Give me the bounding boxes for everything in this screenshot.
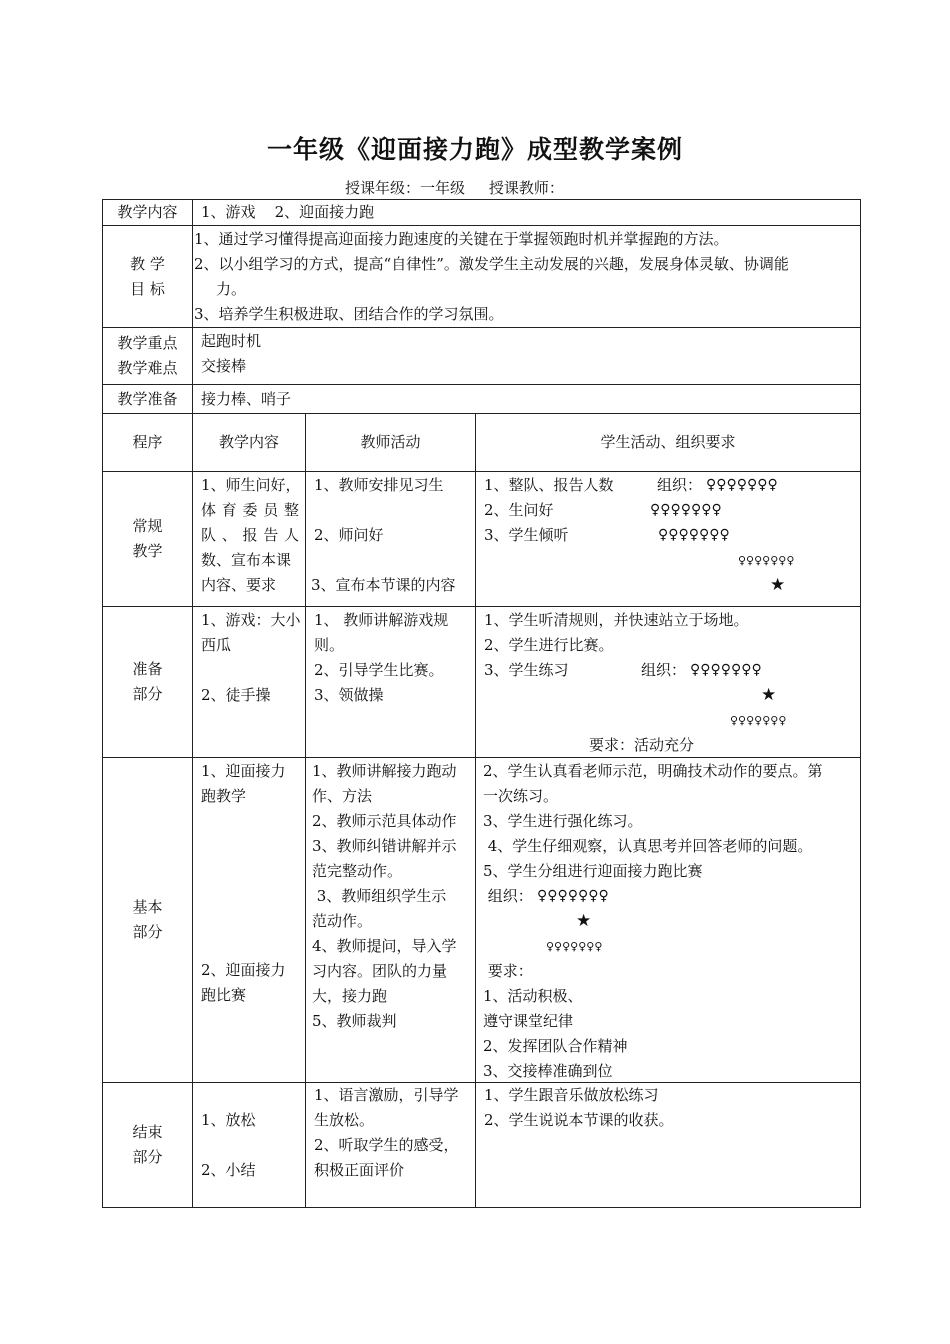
routine-content	[193, 472, 306, 607]
difficult-point: 交接棒	[201, 357, 247, 375]
basic-teacher-line: 5、教师裁判	[312, 1012, 397, 1030]
basic-formation-row-2: ♀♀♀♀♀♀♀	[546, 940, 603, 953]
ending-content-spacer	[201, 1133, 299, 1158]
label-goals-line2: 目 标	[130, 279, 165, 298]
warmup-requirement: 要求：活动充分	[589, 736, 695, 754]
label-goals	[103, 226, 193, 328]
basic-label-1: 基本	[132, 898, 163, 916]
basic-label	[103, 758, 193, 1083]
goal-3: 3、培养学生积极进取、团结合作的学习氛围。	[194, 305, 504, 323]
routine-teacher-line: 1、教师安排见习生	[314, 476, 444, 494]
ending-teacher-line: 1、语言激励，引导学	[314, 1086, 459, 1104]
routine-teacher-line: 3、宣布本节课的内容	[311, 576, 456, 594]
basic-org-label: 组织：	[483, 887, 533, 905]
warmup-content	[193, 607, 306, 758]
teacher-star-icon: ★	[761, 685, 777, 705]
routine-student-1: 1、整队、报告人数	[484, 476, 614, 494]
warmup-teacher-line: 2、引导学生比赛。	[314, 661, 444, 679]
basic-teacher-line: 1、教师讲解接力跑动	[312, 762, 457, 780]
warmup-label	[103, 607, 193, 758]
section-basic	[103, 758, 861, 1083]
label-goals-line1: 教 学	[130, 254, 165, 273]
value-content: 1、游戏 2、迎面接力跑	[193, 200, 861, 226]
ending-content-1: 1、放松	[201, 1110, 256, 1129]
basic-content-line: 1、迎面接力	[201, 762, 286, 780]
warmup-label-2: 部分	[132, 685, 163, 703]
ending-teacher-line: 积极正面评价	[314, 1161, 405, 1179]
header-procedure: 程序	[103, 414, 193, 472]
ending-teacher-line: 2、听取学生的感受，	[314, 1136, 459, 1154]
routine-teacher-line	[314, 548, 469, 573]
row-content	[103, 200, 861, 226]
routine-content-line: 体育委员整	[201, 501, 299, 519]
basic-req-4: 3、交接棒准确到位	[483, 1062, 613, 1080]
teacher-star-icon: ★	[770, 575, 786, 595]
basic-teacher	[306, 758, 476, 1083]
label-prep: 教学准备	[103, 385, 193, 414]
ending-label-2: 部分	[132, 1148, 163, 1166]
warmup-teacher-line: 3、领做操	[314, 686, 384, 704]
teacher-star-icon: ★	[576, 911, 592, 931]
document-subtitle: 授课年级：一年级 授课教师：	[345, 179, 564, 197]
basic-student-1b: 一次练习。	[483, 787, 559, 805]
ending-student-2: 2、学生说说本节课的收获。	[484, 1111, 674, 1129]
routine-formation-row-1: ♀♀♀♀♀♀♀	[706, 477, 778, 493]
key-point: 起跑时机	[201, 332, 262, 350]
warmup-org-label: 组织：	[641, 661, 687, 679]
section-warmup	[103, 607, 861, 758]
routine-content-line: 队、报告人	[201, 526, 299, 544]
routine-label-1: 常规	[132, 517, 163, 535]
routine-teacher	[306, 472, 476, 607]
warmup-student-3: 3、学生练习	[484, 661, 569, 679]
routine-teacher-line	[314, 498, 469, 523]
basic-teacher-line: 作、方法	[312, 787, 373, 805]
basic-label-2: 部分	[132, 923, 163, 941]
basic-student-4: 5、学生分组进行迎面接力跑比赛	[483, 862, 703, 880]
header-content: 教学内容	[193, 414, 306, 472]
basic-teacher-line: 习内容。团队的力量	[312, 962, 448, 980]
basic-req-label: 要求：	[483, 962, 533, 980]
section-routine	[103, 472, 861, 607]
ending-teacher-line: 生放松。	[314, 1111, 375, 1129]
value-prep: 接力棒、哨子	[193, 385, 861, 414]
ending-content	[193, 1083, 306, 1208]
row-prep	[103, 385, 861, 414]
goal-1: 1、通过学习懂得提高迎面接力跑速度的关键在于掌握领跑时机并掌握跑的方法。	[194, 230, 729, 248]
row-goals	[103, 226, 861, 328]
routine-formation-row-4: ♀♀♀♀♀♀♀	[738, 554, 795, 567]
routine-label	[103, 472, 193, 607]
routine-content-line: 数、宣布本课	[201, 551, 292, 569]
basic-teacher-line: 范完整动作。	[312, 862, 403, 880]
basic-teacher-line: 4、教师提问，导入学	[312, 937, 457, 955]
ending-content-2: 2、小结	[201, 1160, 256, 1179]
basic-content-line: 跑比赛	[201, 986, 247, 1004]
basic-teacher-line: 3、教师组织学生示	[312, 887, 447, 905]
warmup-teacher-line: 1、 教师讲解游戏规	[314, 611, 449, 629]
basic-req-3: 2、发挥团队合作精神	[483, 1037, 628, 1055]
value-key-points	[193, 328, 861, 385]
section-ending	[103, 1083, 861, 1208]
warmup-content-line: 2、徒手操	[201, 686, 271, 704]
routine-student-2: 2、生问好	[484, 501, 554, 519]
warmup-teacher-line: 则。	[314, 636, 345, 654]
basic-student-3: 4、学生仔细观察，认真思考并回答老师的问题。	[483, 837, 813, 855]
warmup-formation-row-1: ♀♀♀♀♀♀♀	[690, 662, 762, 678]
warmup-teacher	[306, 607, 476, 758]
basic-content	[193, 758, 306, 1083]
routine-content-line: 1、师生问好，	[201, 476, 301, 494]
header-teacher: 教师活动	[306, 414, 476, 472]
basic-content-line: 跑教学	[201, 787, 247, 805]
ending-student	[476, 1083, 861, 1208]
routine-formation-row-3: ♀♀♀♀♀♀♀	[658, 527, 730, 543]
routine-formation-row-2: ♀♀♀♀♀♀♀	[650, 502, 722, 518]
basic-teacher-line: 大，接力跑	[312, 987, 388, 1005]
header-student: 学生活动、组织要求	[476, 414, 861, 472]
basic-student-2: 3、学生进行强化练习。	[483, 812, 643, 830]
warmup-label-1: 准备	[132, 660, 163, 678]
lesson-plan-table	[102, 199, 861, 1208]
basic-student-1a: 2、学生认真看老师示范，明确技术动作的要点。第	[483, 762, 823, 780]
routine-student-3: 3、学生倾听	[484, 526, 569, 544]
routine-student	[476, 472, 861, 607]
row-key-points	[103, 328, 861, 385]
ending-label-1: 结束	[132, 1123, 163, 1141]
label-difficult: 教学难点	[117, 359, 178, 377]
basic-teacher-line: 3、教师纠错讲解并示	[312, 837, 457, 855]
label-key: 教学重点	[117, 334, 178, 352]
routine-label-2: 教学	[132, 542, 163, 560]
warmup-student-2: 2、学生进行比赛。	[484, 636, 614, 654]
basic-teacher-line: 范动作。	[312, 912, 373, 930]
warmup-formation-row-2: ♀♀♀♀♀♀♀	[730, 714, 787, 727]
ending-teacher	[306, 1083, 476, 1208]
warmup-content-line	[201, 658, 299, 683]
value-goals	[193, 226, 861, 328]
basic-req-2: 遵守课堂纪律	[483, 1012, 574, 1030]
warmup-content-line: 西瓜	[201, 636, 232, 654]
routine-teacher-line: 2、师问好	[314, 526, 384, 544]
goal-2b: 力。	[216, 280, 247, 298]
routine-org-label: 组织：	[657, 476, 703, 494]
document-title: 一年级《迎面接力跑》成型教学案例	[266, 135, 683, 164]
routine-content-line: 内容、要求	[201, 576, 277, 594]
warmup-student-1: 1、学生听清规则，并快速站立于场地。	[484, 611, 749, 629]
basic-formation-row-1: ♀♀♀♀♀♀♀	[537, 888, 609, 904]
header-row	[103, 414, 861, 472]
warmup-student	[476, 607, 861, 758]
ending-label	[103, 1083, 193, 1208]
basic-student	[476, 758, 861, 1083]
basic-content-line: 2、迎面接力	[201, 961, 286, 979]
label-content: 教学内容	[103, 200, 193, 226]
goal-2a: 2、以小组学习的方式，提高“自律性”。激发学生主动发展的兴趣，发展身体灵敏、协调能	[194, 255, 789, 273]
ending-student-1: 1、学生跟音乐做放松练习	[484, 1086, 659, 1104]
basic-teacher-line: 2、教师示范具体动作	[312, 812, 457, 830]
label-key-points	[103, 328, 193, 385]
basic-req-1: 1、活动积极、	[483, 987, 583, 1005]
warmup-content-line: 1、游戏：大小	[201, 611, 301, 629]
